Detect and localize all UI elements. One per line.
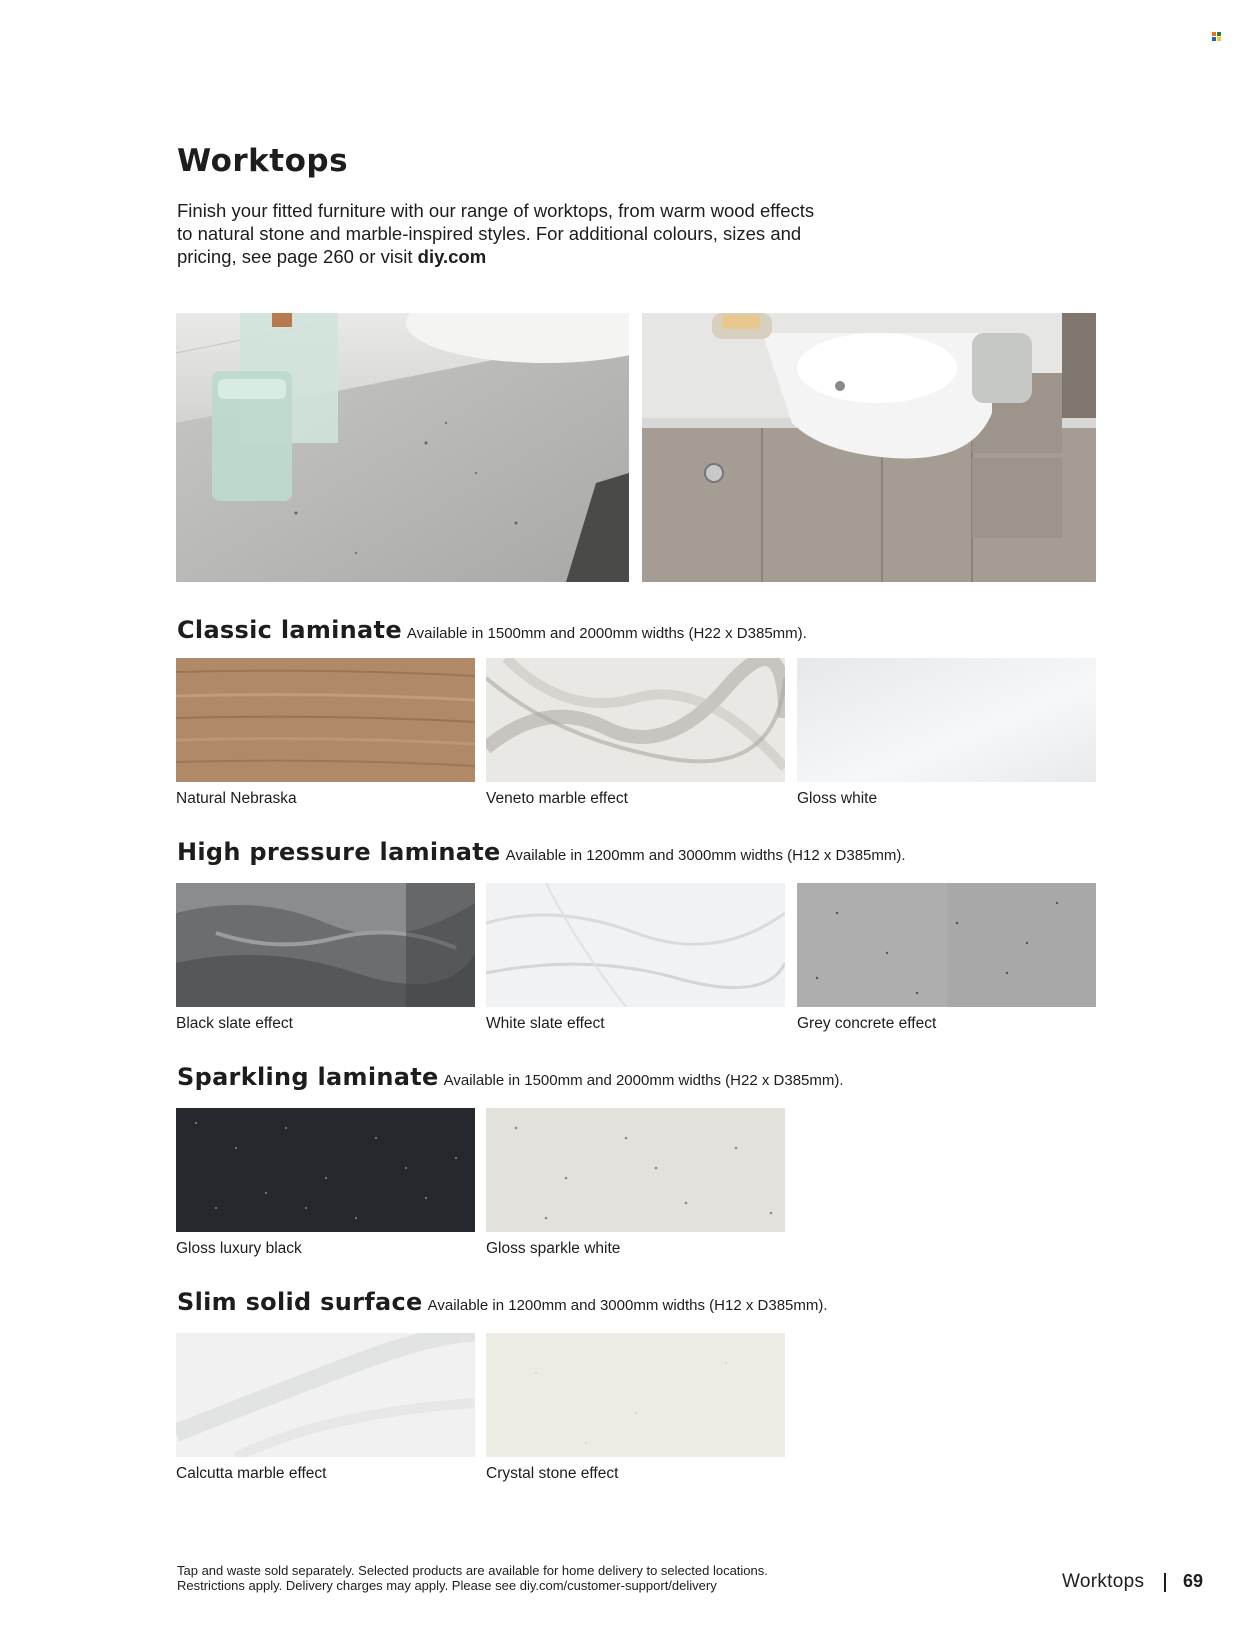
swatch-label: Gloss white (797, 790, 878, 807)
swatch-crystal-stone[interactable] (486, 1333, 785, 1457)
swatch-label: Gloss luxury black (176, 1240, 302, 1257)
section-description: Available in 1500mm and 2000mm widths (H22 x D385mm). (406, 625, 807, 642)
swatch-label: Crystal stone effect (486, 1465, 619, 1482)
hero-image-concrete-worktop (176, 313, 629, 582)
swatch-label: Natural Nebraska (176, 790, 297, 807)
swatch-natural-nebraska[interactable] (176, 658, 475, 782)
swatch-label: Veneto marble effect (486, 790, 628, 807)
swatch-gloss-sparkle-white[interactable] (486, 1108, 785, 1232)
swatch-gloss-white[interactable] (797, 658, 1096, 782)
section-heading-sparkling-laminate (177, 1063, 844, 1091)
diy-link[interactable]: diy.com (417, 246, 487, 267)
page-title: Worktops (177, 143, 349, 179)
swatch-label: Grey concrete effect (797, 1015, 937, 1032)
brand-logo-icon (1212, 32, 1221, 41)
hero-image-vanity-basin (642, 313, 1096, 582)
swatch-label: White slate effect (486, 1015, 605, 1032)
swatch-label: Calcutta marble effect (176, 1465, 327, 1482)
page-number: 69 (1183, 1571, 1204, 1591)
section-heading-high-pressure-laminate (177, 838, 906, 866)
swatch-grey-concrete[interactable] (797, 883, 1096, 1007)
section-heading-classic-laminate (177, 616, 807, 644)
swatch-label: Black slate effect (176, 1015, 293, 1032)
section-description: Available in 1200mm and 3000mm widths (H12 x D385mm). (505, 847, 906, 864)
section-title: Sparkling laminate (177, 1063, 439, 1091)
swatch-veneto-marble[interactable] (486, 658, 785, 782)
intro-paragraph (177, 199, 817, 268)
footnote-line-1: Tap and waste sold separately. Selected products are available for home delivery to selected locations. (177, 1563, 768, 1578)
section-title: Classic laminate (177, 616, 402, 644)
swatch-white-slate[interactable] (486, 883, 785, 1007)
swatch-label: Gloss sparkle white (486, 1240, 621, 1257)
swatch-gloss-luxury-black[interactable] (176, 1108, 475, 1232)
footnote-line-2: Restrictions apply. Delivery charges may apply. Please see diy.com/customer-support/delivery (177, 1578, 717, 1593)
footnote (177, 1563, 768, 1593)
intro-text: Finish your fitted furniture with our range of worktops, from warm wood effects to natural stone and marble-inspired styles. For additional colours, sizes and pricing, see page 260 or visit (177, 200, 815, 267)
section-description: Available in 1200mm and 3000mm widths (H12 x D385mm). (427, 1297, 828, 1314)
swatch-black-slate[interactable] (176, 883, 475, 1007)
section-title: Slim solid surface (177, 1288, 423, 1316)
section-heading-slim-solid-surface (177, 1288, 828, 1316)
footer-divider (1164, 1573, 1166, 1592)
footer-section-name: Worktops (1062, 1571, 1145, 1592)
section-description: Available in 1500mm and 2000mm widths (H22 x D385mm). (443, 1072, 844, 1089)
swatch-calcutta-marble[interactable] (176, 1333, 475, 1457)
section-title: High pressure laminate (177, 838, 501, 866)
